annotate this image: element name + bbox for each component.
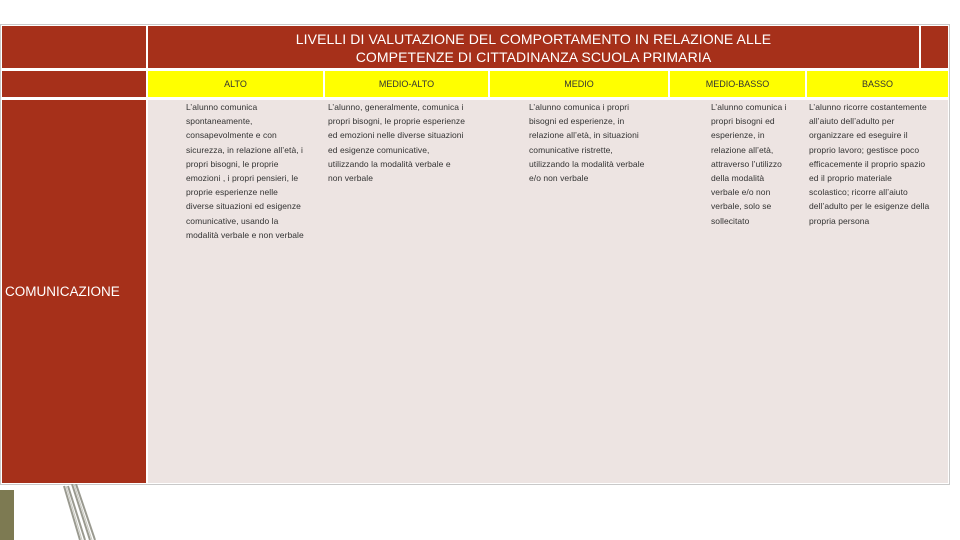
description-line: ed emozioni nelle diverse situazioni: [328, 130, 464, 141]
description-line: relazione all’età,: [711, 144, 774, 155]
level-header-basso: BASSO: [807, 71, 948, 97]
description-line: efficacemente il proprio spazio: [809, 158, 926, 169]
description-line: propri bisogni ed: [711, 116, 775, 127]
description-line: L’alunno, generalmente, comunica i: [328, 102, 464, 112]
description-medio: [529, 100, 669, 185]
level-header-medio: MEDIO: [490, 71, 668, 97]
description-line: all’aiuto dell’adulto per: [809, 116, 895, 127]
description-line: propria persona: [809, 215, 870, 226]
description-line: dell’adulto per le esigenze della: [809, 201, 930, 212]
description-line: della modalità: [711, 173, 765, 184]
description-line: sicurezza, in relazione all’età, i: [186, 144, 303, 155]
description-medio-alto: [328, 100, 488, 185]
description-line: L’alunno comunica i propri: [529, 102, 630, 112]
description-line: relazione all’età, in situazioni: [529, 130, 639, 141]
description-line: proprio lavoro; gestisce poco: [809, 144, 920, 155]
level-corner-cell: [2, 71, 146, 97]
description-line: modalità verbale e non verbale: [186, 229, 304, 240]
description-line: comunicative, usando la: [186, 215, 279, 226]
description-line: proprie esperienze nelle: [186, 187, 278, 198]
description-line: consapevolmente e con: [186, 130, 277, 141]
description-line: L’alunno comunica i: [711, 102, 787, 112]
description-line: attraverso l’utilizzo: [711, 158, 782, 169]
description-line: bisogni ed esperienze, in: [529, 116, 625, 127]
level-header-medio-basso: MEDIO-BASSO: [670, 71, 805, 97]
description-line: non verbale: [328, 173, 373, 184]
description-line: diverse situazioni ed esigenze: [186, 201, 301, 212]
description-line: ed il proprio materiale: [809, 173, 892, 184]
description-line: utilizzando la modalità verbale e: [328, 158, 451, 169]
description-line: sollecitato: [711, 215, 750, 226]
description-line: L’alunno ricorre costantemente: [809, 102, 927, 112]
description-line: utilizzando la modalità verbale: [529, 158, 645, 169]
description-line: emozioni , i propri pensieri, le: [186, 173, 299, 184]
description-line: propri bisogni, le proprie: [186, 158, 279, 169]
description-line: scolastico; ricorre all’aiuto: [809, 187, 908, 198]
title-line: LIVELLI DI VALUTAZIONE DEL COMPORTAMENTO IN RELAZIONE ALLE: [295, 31, 772, 47]
description-line: comunicative ristrette,: [529, 144, 613, 155]
level-header-alto: ALTO: [148, 71, 323, 97]
header-corner-cell: [2, 26, 146, 68]
description-medio-basso: [711, 100, 807, 228]
header-end-cell: [921, 26, 948, 68]
description-line: esperienze, in: [711, 130, 765, 141]
level-header-medio-alto: MEDIO-ALTO: [325, 71, 488, 97]
description-line: organizzare ed eseguire il: [809, 130, 908, 141]
table-title: [148, 26, 919, 68]
description-basso: [809, 100, 951, 228]
description-line: L’alunno comunica: [186, 102, 258, 112]
description-line: propri bisogni, le proprie esperienze: [328, 116, 465, 127]
description-alto: [186, 100, 326, 242]
pencil-decoration-icon: [58, 484, 118, 540]
description-line: e/o non verbale: [529, 173, 589, 184]
description-line: ed esigenze comunicative,: [328, 144, 430, 155]
title-line: COMPETENZE DI CITTADINANZA SCUOLA PRIMARIA: [355, 49, 712, 65]
decorative-accent-bar: [0, 490, 14, 540]
description-line: verbale, solo se: [711, 201, 772, 212]
description-line: verbale e/o non: [711, 187, 771, 198]
category-label: COMUNICAZIONE: [2, 100, 146, 483]
description-line: spontaneamente,: [186, 116, 253, 127]
